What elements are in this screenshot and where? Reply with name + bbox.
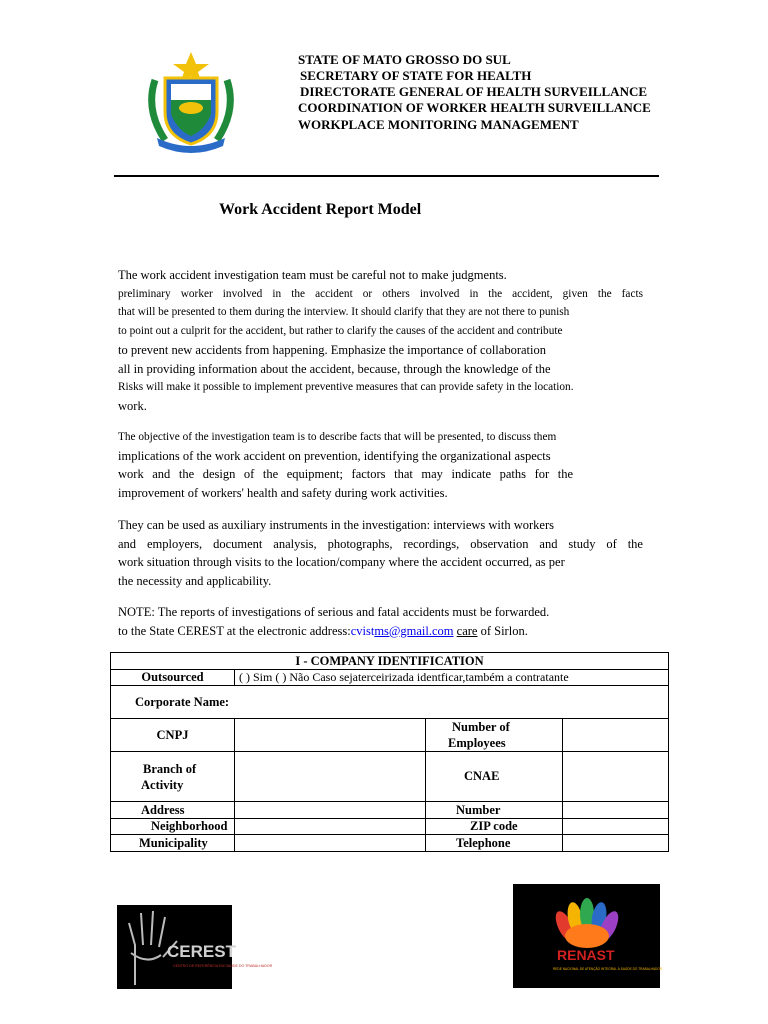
text-line: all in providing information about the accident, because, through the knowledge of the (118, 361, 551, 376)
text-line: implications of the work accident on prevention, identifying the organizational aspects (118, 448, 551, 463)
renast-logo-subtitle: REDE NACIONAL DE ATENÇÃO INTEGRAL À SAÚDE DO TRABALHADOR (553, 967, 663, 971)
employees-field[interactable] (563, 719, 669, 752)
employees-label-line1: Number of (452, 720, 510, 734)
cnae-field[interactable] (563, 752, 669, 802)
header-divider (114, 175, 659, 177)
outsourced-options[interactable]: ( ) Sim ( ) Não Caso sejaterceirizada identficar,também a contratante (235, 670, 669, 686)
number-label: Number (426, 802, 563, 819)
company-identification-table (110, 652, 669, 852)
paragraph-note (118, 603, 643, 640)
address-field[interactable] (235, 802, 426, 819)
header-management: WORKPLACE MONITORING MANAGEMENT (298, 117, 579, 132)
outsourced-label: Outsourced (111, 670, 235, 686)
paragraph-instruments (118, 516, 643, 591)
renast-logo (513, 884, 663, 988)
municipality-label: Municipality (111, 835, 235, 852)
text-line: Risks will make it possible to implement preventive measures that can provide safety in the location. (118, 381, 574, 394)
corporate-name-label[interactable]: Corporate Name: (111, 686, 669, 719)
text-line: work situation through visits to the location/company where the accident occurred, as per (118, 555, 565, 570)
text-line: improvement of workers' health and safety during work activities. (118, 486, 448, 501)
paragraph-objective (118, 428, 643, 503)
cnae-label: CNAE (426, 752, 563, 802)
employees-label-line2: Employees (448, 736, 506, 750)
renast-logo-text: RENAST (557, 947, 615, 963)
header-secretary: SECRETARY OF STATE FOR HEALTH (300, 68, 532, 83)
header-state: STATE OF MATO GROSSO DO SUL (298, 52, 511, 67)
municipality-field[interactable] (235, 835, 426, 852)
cnpj-label: CNPJ (111, 719, 235, 752)
text-line: the necessity and applicability. (118, 574, 272, 589)
text-line: The objective of the investigation team is to describe facts that will be presented, to discuss them (118, 431, 557, 443)
zip-label: ZIP code (426, 819, 563, 835)
text-line: They can be used as auxiliary instruments in the investigation: interviews with workers (118, 518, 555, 532)
text-line: to prevent new accidents from happening. Emphasize the importance of collaboration (118, 342, 546, 357)
text-line: The work accident investigation team must be careful not to make judgments. (118, 268, 507, 282)
text-line: and employers, document analysis, photographs, recordings, observation and study of the (118, 536, 643, 551)
text-line (118, 622, 643, 641)
zip-field[interactable] (563, 819, 669, 835)
branch-label-line1: Branch of (143, 761, 197, 776)
text-line: work. (118, 398, 147, 413)
note-prefix: to the State CEREST at the electronic address: (118, 623, 351, 638)
email-link[interactable]: ms@gmail.com (374, 623, 454, 638)
text-line: that will be presented to them during the interview. It should clarify that they are not there to punish (118, 306, 570, 319)
section-title: I - COMPANY IDENTIFICATION (111, 653, 669, 670)
text-line: preliminary worker involved in the accident or others involved in the accident, given the facts (118, 287, 643, 300)
page-title: Work Accident Report Model (219, 201, 422, 218)
neighborhood-field[interactable] (235, 819, 426, 835)
cerest-logo-subtitle: CENTRO DE REFERÊNCIA EM SAÚDE DO TRABALHADOR (173, 964, 273, 968)
note-care: care (456, 623, 478, 638)
neighborhood-label: Neighborhood (111, 819, 235, 835)
telephone-label: Telephone (426, 835, 563, 852)
address-label: Address (111, 802, 235, 819)
text-line: work and the design of the equipment; factors that may indicate paths for the (118, 467, 573, 482)
branch-label-line2: Activity (141, 777, 184, 792)
number-field[interactable] (563, 802, 669, 819)
colored-hands-icon (513, 884, 663, 988)
employees-label (426, 719, 563, 752)
telephone-field[interactable] (563, 835, 669, 852)
branch-field[interactable] (235, 752, 426, 802)
cerest-logo (117, 905, 273, 989)
text-line: to point out a culprit for the accident, but rather to clarify the causes of the accident and contribute (118, 325, 563, 338)
header-directorate: DIRECTORATE GENERAL OF HEALTH SURVEILLANCE (300, 84, 648, 99)
branch-label (111, 752, 235, 802)
email-link-start[interactable]: cvist (350, 623, 375, 638)
text-line: NOTE: The reports of investigations of serious and fatal accidents must be forwarded. (118, 605, 550, 619)
hand-icon (117, 905, 273, 989)
cerest-logo-text: CEREST (167, 942, 236, 961)
paragraph-intro (118, 266, 643, 416)
header-coordination: COORDINATION OF WORKER HEALTH SURVEILLANCE (298, 100, 651, 115)
cnpj-field[interactable] (235, 719, 426, 752)
note-suffix: of Sirlon. (477, 623, 528, 638)
state-coat-of-arms-icon (145, 50, 237, 152)
